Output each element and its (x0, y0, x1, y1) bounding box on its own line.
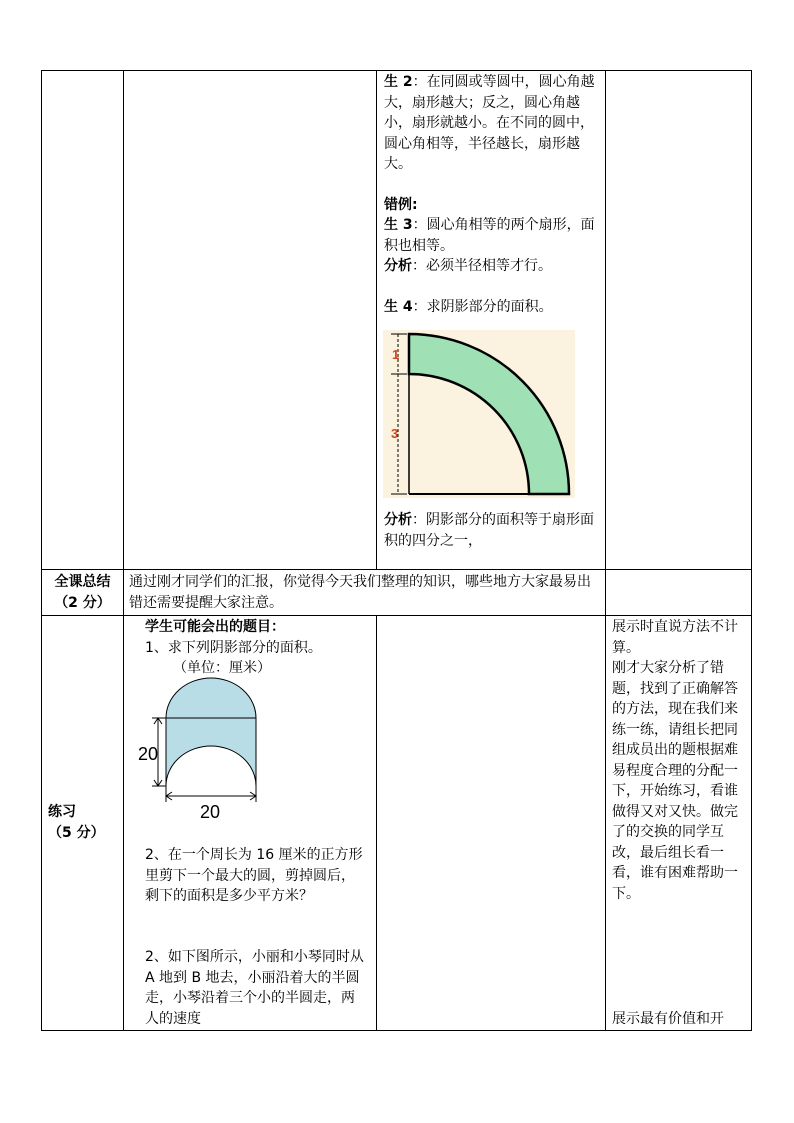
student4-paragraph (384, 297, 600, 318)
table-col-divider-1 (123, 70, 124, 1031)
questions-title: 学生可能会出的题目： (145, 619, 285, 635)
summary-stage-title: 全课总结 (54, 574, 111, 590)
wrong-example-title: 错例: (384, 196, 418, 213)
analysis-paragraph (384, 256, 600, 277)
question1-line1: 1、求下列阴影部分的面积。 (145, 639, 322, 656)
notes-bottom-cell (612, 1009, 748, 1030)
practice-stage-title: 练习 (48, 804, 76, 820)
question3-text: 2、如下图所示，小丽和小琴同时从 A 地到 B 地去，小丽沿着大的半圆走，小琴沿着三个小的半圆走，两人的速度 (145, 949, 364, 1027)
analysis-label: 分析 (384, 258, 412, 274)
notes-paragraph-2: 刚才大家分析了错题，找到了正确解答的方法，现在我们来练一练，请组长把同组成员出的题根据难易程度合理的分配一下，开始练习，看谁做得又对又快。做完了的交换的同学互改，最后组长看一看，谁有困难帮助一下。 (612, 660, 738, 902)
row1-student-activity-cell (384, 72, 600, 317)
analysis-text: ：必须半径相等才行。 (412, 258, 552, 274)
student2-label: 生 2 (384, 74, 413, 90)
table-row-divider-1 (41, 569, 752, 570)
student2-paragraph (384, 72, 600, 175)
question1-line2: （单位：厘米） (173, 660, 271, 676)
analysis2-paragraph (384, 510, 600, 551)
question2-cell (145, 845, 367, 907)
student3-text: ：圆心角相等的两个扇形，面积也相等。 (384, 217, 595, 254)
table-col-divider-2a (376, 70, 377, 570)
analysis2-cell (384, 510, 600, 551)
semicircle-figure (134, 676, 268, 822)
practice-questions-cell (145, 617, 367, 679)
practice-stage-duration: （5 分） (48, 824, 105, 841)
student2-text: ：在同圆或等圆中，圆心角越大，扇形越大；反之，圆心角越小，扇形就越小。在不同的圆中，圆心角相等，半径越长，扇形越大。 (384, 74, 595, 172)
table-border-bottom (41, 1030, 752, 1031)
analysis2-text: ：阴影部分的面积等于扇形面积的四分之一， (384, 512, 594, 549)
summary-text-cell (129, 572, 601, 613)
width-label: 20 (200, 802, 221, 822)
notes-paragraph-1: 展示时直说方法不计算。 (612, 619, 738, 656)
table-border-left (41, 70, 42, 1031)
table-row-divider-2 (41, 615, 752, 616)
dimension-label-3: 3 (391, 426, 399, 441)
student4-text: ：求阴影部分的面积。 (412, 298, 553, 315)
student3-paragraph (384, 215, 600, 256)
table-border-right (751, 70, 752, 1031)
practice-stage-cell (48, 802, 122, 843)
summary-stage-duration: （2 分） (54, 594, 111, 611)
height-label: 20 (138, 744, 159, 764)
student3-label: 生 3 (384, 217, 413, 233)
table-col-divider-3 (605, 70, 606, 1031)
dimension-label-1: 1 (392, 347, 400, 362)
summary-text: 通过刚才同学们的汇报，你觉得今天我们整理的知识，哪些地方大家最易出错还需要提醒大家注意。 (129, 574, 591, 611)
teacher-notes-cell (612, 617, 748, 904)
question2-text: 2、在一个周长为 16 厘米的正方形里剪下一个最大的圆，剪掉圆后，剩下的面积是多少平方米？ (145, 847, 363, 904)
question3-cell (145, 947, 367, 1029)
quarter-ring-figure (383, 330, 575, 498)
table-col-divider-2b (376, 615, 377, 1031)
shaded-region (166, 678, 256, 786)
student4-label: 生 4 (384, 298, 413, 315)
table-border-top (41, 70, 752, 71)
notes-paragraph-3: 展示最有价值和开 (612, 1011, 724, 1027)
analysis2-label: 分析 (384, 512, 412, 528)
summary-stage-cell (42, 572, 123, 613)
